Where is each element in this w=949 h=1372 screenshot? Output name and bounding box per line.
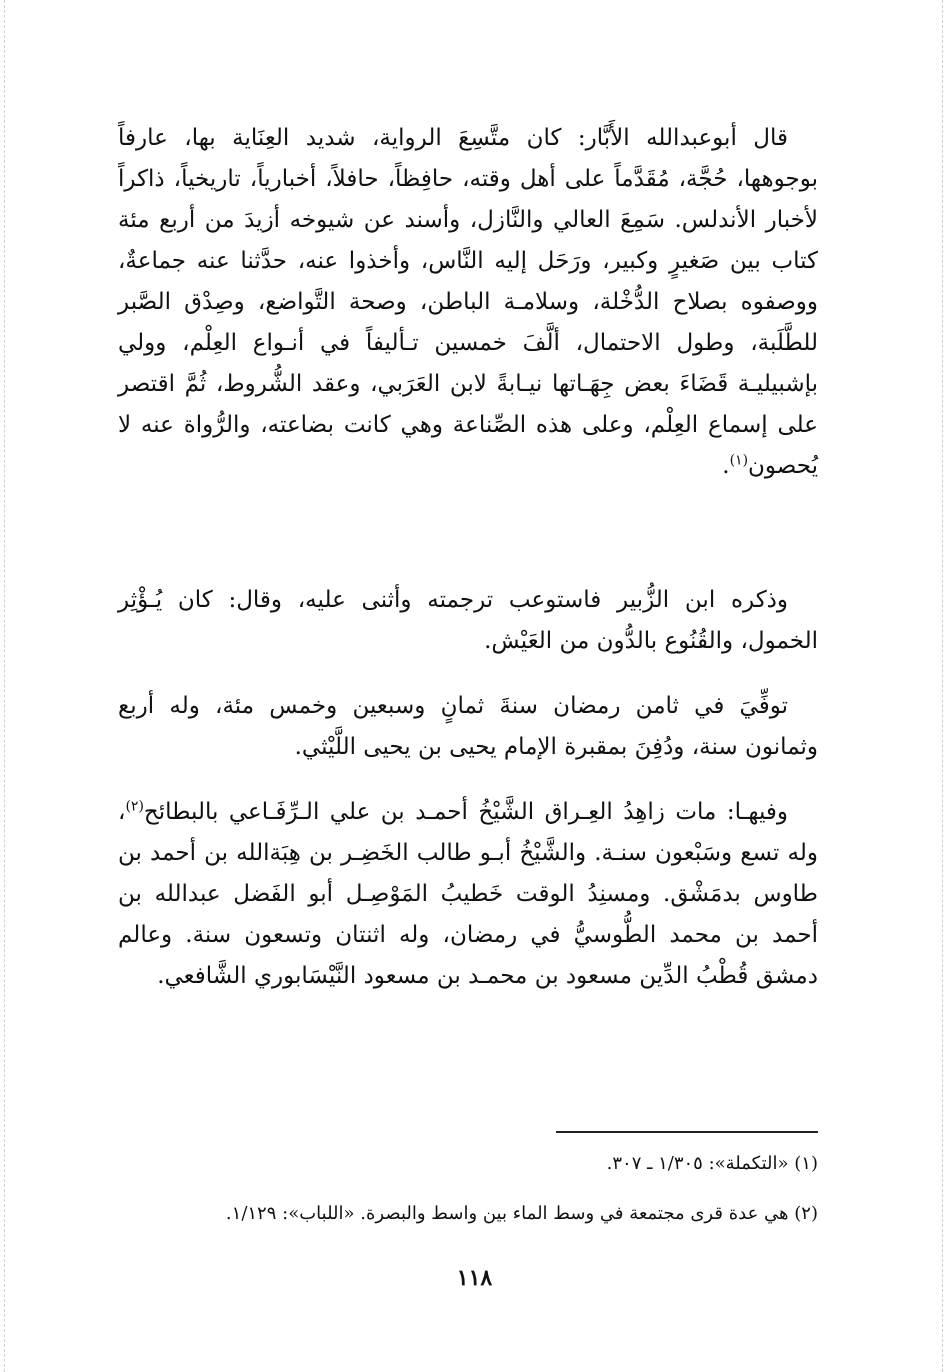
paragraph-3 bbox=[118, 686, 818, 768]
paragraph-text: وفيهـا: مات زاهِدُ العِـراق الشَّيْخُ أحمـد بن علي الـرِّفَـاعي بالبطائح bbox=[143, 799, 788, 825]
footnote-text: هي عدة قرى مجتمعة في وسط الماء بين واسط والبصرة. «اللباب»: ١/١٢٩. bbox=[225, 1203, 789, 1224]
paragraph-1 bbox=[118, 118, 818, 487]
footnote-text: «التكملة»: ١/٣٠٥ ـ ٣٠٧. bbox=[606, 1153, 789, 1174]
footnote-divider bbox=[556, 1131, 818, 1133]
footnote-number: (٢) bbox=[794, 1203, 818, 1224]
paragraph-text: توفِّيَ في ثامن رمضان سنةَ ثمانٍ وسبعين وخمس مئة، وله أربع وثمانون سنة، ودُفِنَ بمقبرة الإمام يحيى بن يحيى اللَّيْثي. bbox=[118, 693, 818, 760]
paragraph-text-continued: ، وله تسع وسَبْعون سنـة. والشَّيْخُ أبـو طالب الخَضِـر بن هِبَة‌الله بن أحمد بن طاوس بدمَشْق. ومسنِدُ الوقت خَطيبُ المَوْصِـل أبو الفَضل عبدالله بن أحمد بن محمد الطُّوسيُّ في رمضان، وله اثنتان وتسعون سنة. وعالم دمشق قُطْبُ الدِّين مسعود بن محمـد بن مسعود النَّيْسَابوري الشَّافعي. bbox=[118, 799, 818, 989]
paragraph-2 bbox=[118, 580, 818, 662]
paragraph-text: وذكره ابن الزُّبير فاستوعب ترجمته وأثنى عليه، وقال: كان يُـؤْثِر الخمول، والقُنُوع بالدُّون من العَيْش. bbox=[118, 587, 818, 654]
footnote-marker-1: (١) bbox=[729, 452, 749, 469]
paragraph-4 bbox=[118, 792, 818, 997]
footnote-number: (١) bbox=[794, 1153, 818, 1174]
paragraph-end: . bbox=[722, 453, 730, 479]
page-number: ١١٨ bbox=[456, 1265, 493, 1291]
scan-edge-right bbox=[942, 0, 943, 1372]
paragraph-text: قال أبوعبدالله الأَبَّار: كان متَّسِعَ الرواية، شديد العِنَاية بها، عارفاً بوجوهها، حُجَّة، مُقَدَّماً على أهل وقته، حافِظاً، حافلاً، أخبارياً، تاريخياً، ذاكراً لأخبار الأندلس. سَمِعَ العالي والنَّازل، وأسند عن شيوخه أزيدَ من أربع مئة كتاب بين صَغيرٍ وكبير، ورَحَل إليه النَّاس، وأخذوا عنه، حدَّثنا عنه جماعةٌ، ووصفوه بصلاح الدُّخْلة، وسلامـة الباطن، وصحة التَّواضع، وصِدْق الصَّبر للطَّلَبة، وطول الاحتمال، ألَّفَ خمسين تـأليفاً في أنـواع العِلْم، وولي بإشبيليـة قَضَاءَ بعض جِهَـاتها نيـابةً لابن العَرَبي، وعقد الشُّروط، ثُمَّ اقتصر على إسماع العِلْم، وعلى هذه الصِّناعة وهي كانت بضاعته، والرُّواة عنه لا يُحصون bbox=[118, 125, 818, 479]
footnote-marker-2: (٢) bbox=[125, 798, 144, 815]
scan-edge-left bbox=[4, 0, 5, 1372]
footnote-2 bbox=[118, 1200, 818, 1228]
footnote-1 bbox=[118, 1150, 818, 1178]
